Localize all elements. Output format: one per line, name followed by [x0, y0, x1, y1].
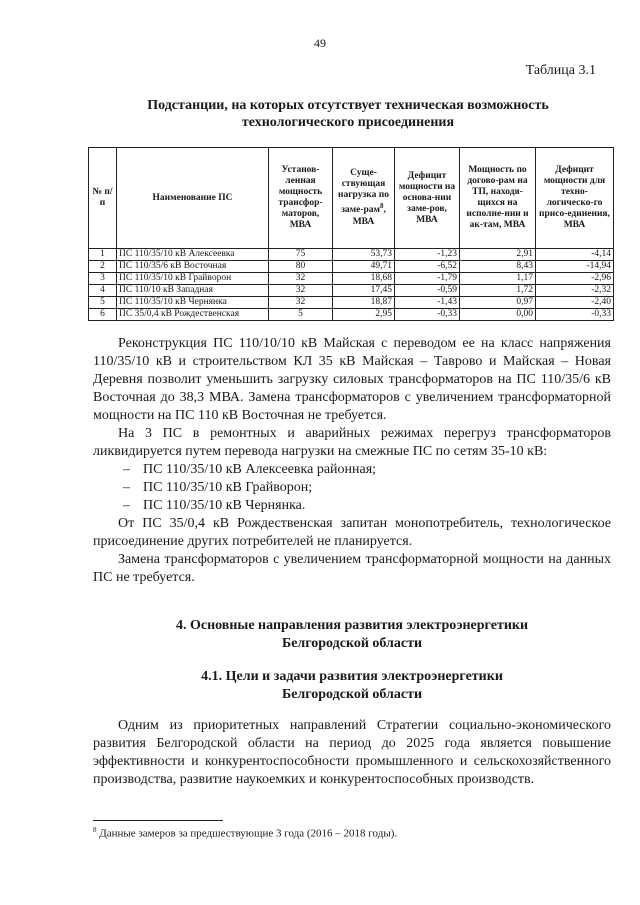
cell-contract-capacity: 0,97: [460, 297, 536, 309]
cell-deficit-measured: -1,43: [395, 297, 460, 309]
header-contract-capacity: Мощность по догово-рам на ТП, находя-щихся на исполне-нии и ак-там, МВА: [460, 148, 536, 249]
header-deficit-measured: Дефицит мощности на основа-нии заме-ров, МВА: [395, 148, 460, 249]
table-caption: Таблица 3.1: [525, 63, 596, 78]
section-heading-4-1-line-2: Белгородской области: [281, 687, 423, 702]
cell-number: 4: [89, 285, 117, 297]
cell-substation-name: ПС 110/35/10 кВ Грайворон: [117, 273, 269, 285]
cell-installed-capacity: 80: [269, 261, 333, 273]
cell-contract-capacity: 2,91: [460, 249, 536, 261]
paragraph-replacement: Замена трансформаторов с увеличением трансформаторной мощности на данных ПС не требуется.: [93, 552, 611, 585]
list-dash: –: [123, 462, 130, 477]
header-deficit-connection: Дефицит мощности для техно-логическо-го присо-единения, МВА: [536, 148, 614, 249]
cell-substation-name: ПС 110/10 кВ Западная: [117, 285, 269, 297]
cell-substation-name: ПС 110/35/6 кВ Восточная: [117, 261, 269, 273]
header-number: № п/п: [89, 148, 117, 249]
section-heading-4-1: [93, 668, 611, 704]
header-installed-capacity: Установ-ленная мощность трансфор-маторов, МВА: [269, 148, 333, 249]
cell-installed-capacity: 5: [269, 309, 333, 321]
cell-installed-capacity: 75: [269, 249, 333, 261]
cell-deficit-connection: -0,33: [536, 309, 614, 321]
footnote-mark: 8: [380, 202, 384, 211]
header-existing-load-text: Суще-ствующая нагрузка по заме-рам: [338, 168, 389, 216]
cell-deficit-connection: -2,32: [536, 285, 614, 297]
cell-number: 5: [89, 297, 117, 309]
paragraph-strategy: Одним из приоритетных направлений Стратегии социально-экономического развития Белгородской области на период до 2025 года является повышение эффективности и конкурентоспособности промышленного и сельскохозяйственного производства, развитие наукоемких и конкурентоспособных производств.: [93, 718, 611, 787]
section-heading-4-line-1: 4. Основные направления развития электроэнергетики: [175, 618, 529, 633]
list-item-text: ПС 110/35/10 кВ Алексеевка районная;: [143, 462, 377, 477]
cell-contract-capacity: 0,00: [460, 309, 536, 321]
cell-contract-capacity: 1,17: [460, 273, 536, 285]
header-existing-load: [333, 148, 395, 249]
footnote: [93, 826, 397, 840]
cell-deficit-measured: -6,52: [395, 261, 460, 273]
cell-deficit-connection: -14,94: [536, 261, 614, 273]
table-row: [89, 297, 614, 309]
page-number: 49: [314, 36, 326, 50]
substations-table: [88, 147, 614, 321]
cell-installed-capacity: 32: [269, 297, 333, 309]
table-row: [89, 309, 614, 321]
footnote-mark: 8: [93, 826, 97, 834]
cell-deficit-measured: -0,33: [395, 309, 460, 321]
header-existing-load-unit: , МВА: [352, 205, 386, 227]
cell-existing-load: 18,68: [333, 273, 395, 285]
paragraph-monoconsumer: От ПС 35/0,4 кВ Рождественская запитан монопотребитель, технологическое присоединение других потребителей не планируется.: [93, 516, 611, 549]
header-substation-name: Наименование ПС: [117, 148, 269, 249]
cell-number: 2: [89, 261, 117, 273]
cell-number: 3: [89, 273, 117, 285]
cell-number: 1: [89, 249, 117, 261]
cell-deficit-measured: -0,59: [395, 285, 460, 297]
cell-installed-capacity: 32: [269, 273, 333, 285]
body-text-block: [93, 335, 611, 587]
cell-existing-load: 2,95: [333, 309, 395, 321]
table-row: [89, 273, 614, 285]
list-item-text: ПС 110/35/10 кВ Чернянка.: [143, 498, 306, 513]
cell-existing-load: 53,73: [333, 249, 395, 261]
footnote-divider: [93, 820, 223, 821]
table-header-row: [89, 148, 614, 249]
list-item: [93, 479, 611, 497]
cell-existing-load: 49,71: [333, 261, 395, 273]
table-row: [89, 285, 614, 297]
paragraph-overload: На 3 ПС в ремонтных и аварийных режимах перегруз трансформаторов ликвидируется путем перевода нагрузки на смежные ПС по сетям 35-10 кВ:: [93, 426, 611, 459]
cell-deficit-connection: -4,14: [536, 249, 614, 261]
section-heading-4-line-2: Белгородской области: [281, 636, 423, 651]
list-dash: –: [123, 498, 130, 513]
section-heading-4-1-line-1: 4.1. Цели и задачи развития электроэнергетики: [201, 669, 503, 684]
footnote-text: Данные замеров за предшествующие 3 года (2016 – 2018 годы).: [96, 827, 398, 840]
cell-deficit-connection: -2,40: [536, 297, 614, 309]
list-item-text: ПС 110/35/10 кВ Грайворон;: [143, 480, 313, 495]
cell-existing-load: 18,87: [333, 297, 395, 309]
list-dash: –: [123, 480, 130, 495]
cell-substation-name: ПС 110/35/10 кВ Чернянка: [117, 297, 269, 309]
table-title-line-1: Подстанции, на которых отсутствует техническая возможность: [147, 98, 549, 113]
cell-installed-capacity: 32: [269, 285, 333, 297]
cell-contract-capacity: 8,43: [460, 261, 536, 273]
table-row: [89, 261, 614, 273]
list-item: [93, 461, 611, 479]
paragraph-reconstruction: Реконструкция ПС 110/10/10 кВ Майская с переводом ее на класс напряжения 110/35/10 кВ и строительством КЛ 35 кВ Майская – Таврово и Майская – Новая Деревня позволит уменьшить загрузку силовых трансформаторов на ПС 110/35/6 кВ Восточная до 38,3 МВА. Замена трансформаторов с увеличением трансформаторной мощности на ПС 110 кВ Восточная не требуется.: [93, 336, 611, 423]
cell-deficit-connection: -2,96: [536, 273, 614, 285]
cell-existing-load: 17,45: [333, 285, 395, 297]
body-text-block-2: [93, 717, 611, 789]
section-heading-4: [93, 617, 611, 653]
cell-number: 6: [89, 309, 117, 321]
table-title: [88, 97, 608, 131]
cell-deficit-measured: -1,79: [395, 273, 460, 285]
cell-substation-name: ПС 110/35/10 кВ Алексеевка: [117, 249, 269, 261]
cell-deficit-measured: -1,23: [395, 249, 460, 261]
list-item: [93, 497, 611, 515]
cell-contract-capacity: 1,72: [460, 285, 536, 297]
table-row: [89, 249, 614, 261]
table-title-line-2: технологического присоединения: [241, 115, 455, 130]
cell-substation-name: ПС 35/0,4 кВ Рождественская: [117, 309, 269, 321]
